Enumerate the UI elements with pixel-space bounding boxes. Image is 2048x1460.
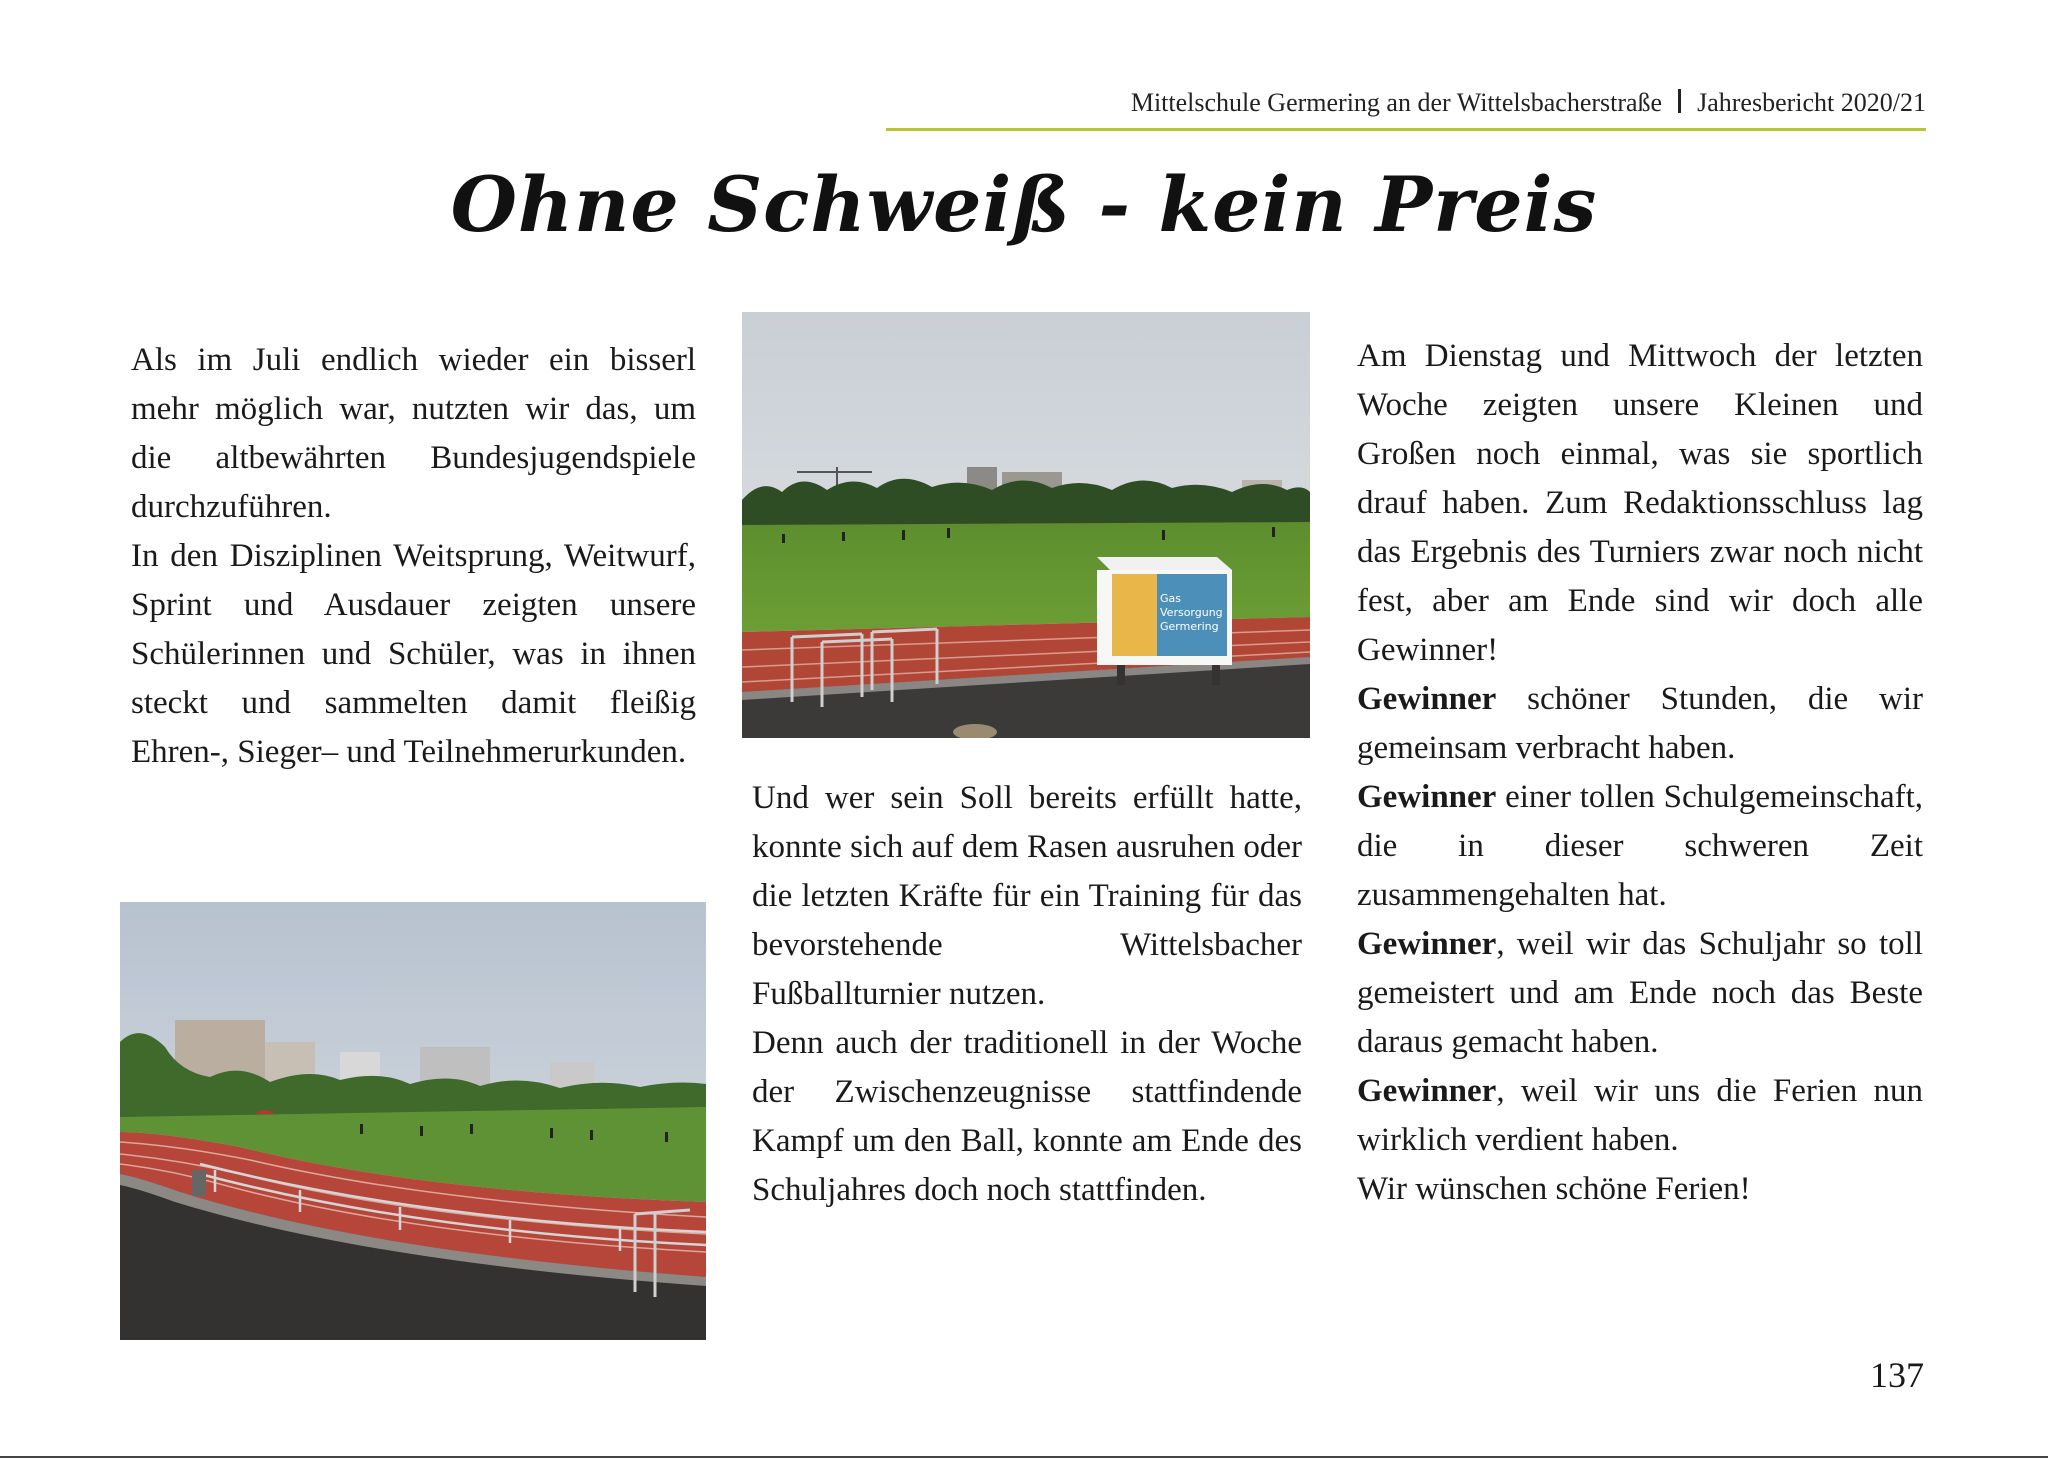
header-separator [1678,89,1681,113]
winner-word: Gewinner [1357,779,1497,815]
header-school: Mittelschule Germering an der Wittelsbacherstraße [1130,88,1663,117]
closing-line: Wir wünschen schöne Ferien! [1357,1171,1751,1207]
winner-text: , weil wir uns die Ferien nun wirklich verdient haben. [1357,1073,1923,1158]
winner-paragraph [1357,773,1923,920]
winner-word: Gewinner [1357,926,1497,962]
winner-paragraph [1357,920,1923,1067]
sign-text-3: Germering [1160,620,1219,633]
paragraph: Und wer sein Soll bereits erfüllt hatte, konnte sich auf dem Rasen ausruhen oder die letzten Kräfte für ein Training für das bevorstehende Wittelsbacher Fußballturnier nutzen. [752,780,1302,1012]
column-right [1357,332,1923,1214]
winner-paragraph [1357,675,1923,773]
paragraph: In den Disziplinen Weitsprung, Weitwurf, Sprint und Ausdauer zeigten unsere Schülerinnen und Schüler, was in ihnen steckt und sammelten damit fleißig Ehren-, Sieger– und Teilnehmerurkunden. [131,538,696,770]
column-middle [752,774,1302,1215]
winner-text: , weil wir das Schuljahr so toll gemeistert und am Ende noch das Beste daraus gemacht haben. [1357,926,1923,1060]
bottom-rule [0,1456,2048,1458]
page-number: 137 [1870,1355,1924,1395]
paragraph: Denn auch der traditionell in der Woche der Zwischenzeugnisse stattfindende Kampf um den Ball, konnte am Ende des Schuljahres doch noch stattfinden. [752,1025,1302,1208]
winner-word: Gewinner [1357,681,1497,717]
header-report: Jahresbericht 2020/21 [1697,88,1926,117]
paragraph: Als im Juli endlich wieder ein bisserl mehr möglich war, nutzten wir das, um die altbewährten Bundesjugendspiele durchzuführen. [131,342,696,525]
paragraph: Am Dienstag und Mittwoch der letzten Woche zeigten unsere Kleinen und Großen noch einmal, was sie sportlich drauf haben. Zum Redaktionsschluss lag das Ergebnis des Turniers zwar noch nicht fest, aber am Ende sind wir doch alle Gewinner! [1357,338,1923,668]
header-rule [886,128,1926,131]
article-title: Ohne Schweiß - kein Preis [450,160,1598,249]
winner-word: Gewinner [1357,1073,1497,1109]
photo-running-track [120,902,706,1340]
running-header [1131,88,1926,118]
winner-paragraph [1357,1067,1923,1165]
winner-text: einer tollen Schulgemeinschaft, die in dieser schweren Zeit zusammengehalten hat. [1357,779,1923,913]
column-left [131,336,696,777]
winner-text: schöner Stunden, die wir gemeinsam verbracht haben. [1357,681,1923,766]
sign-text-2: Versorgung [1160,606,1223,619]
sign-text-1: Gas [1160,592,1181,605]
photo-stadium-sign [742,312,1310,738]
